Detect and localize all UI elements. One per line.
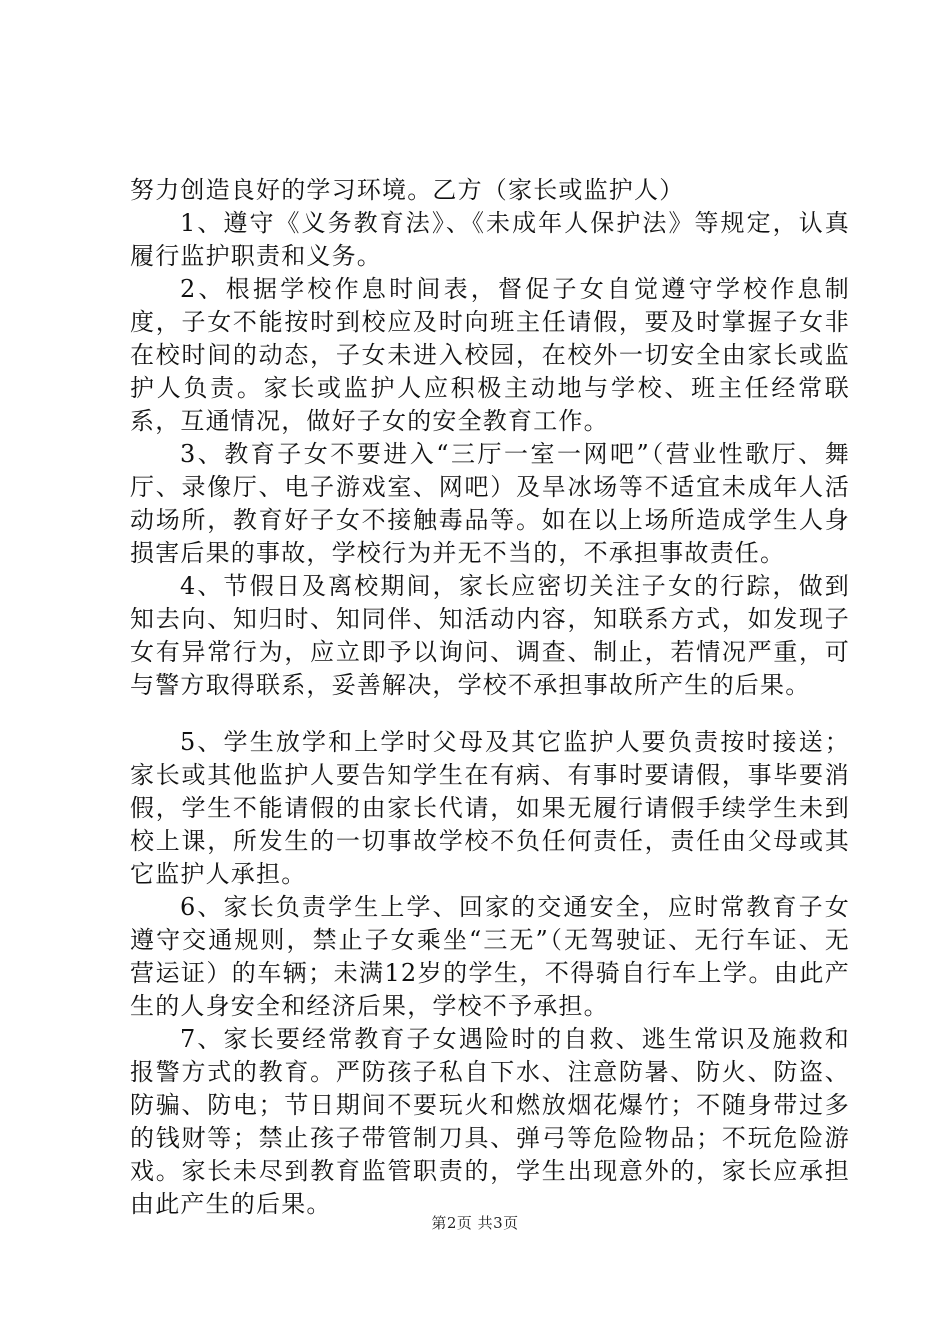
- paragraph-intro: 努力创造良好的学习环境。乙方（家长或监护人）: [130, 176, 685, 204]
- paragraph-item-2: 2、根据学校作息时间表，督促子女自觉遵守学校作息制度，子女不能按时到校应及时向班主任请假，要及时掌握子女非在校时间的动态，子女未进入校园，在校外一切安全由家长或监护人负责。家长或监护人应积极主动地与学校、班主任经常联系，互通情况，做好子女的安全教育工作。: [130, 275, 850, 435]
- paragraph-item-7: 7、家长要经常教育子女遇险时的自救、逃生常识及施救和报警方式的教育。严防孩子私自下水、注意防暑、防火、防盗、防骗、防电；节日期间不要玩火和燃放烟花爆竹；不随身带过多的钱财等；禁止孩子带管制刀具、弹弓等危险物品；不玩危险游戏。家长未尽到教育监管职责的，学生出现意外的，家长应承担由此产生的后果。: [130, 1025, 850, 1218]
- paragraph-item-5: 5、学生放学和上学时父母及其它监护人要负责按时接送；家长或其他监护人要告知学生在有病、有事时要请假，事毕要消假，学生不能请假的由家长代请，如果无履行请假手续学生未到校上课，所发生的一切事故学校不负任何责任，责任由父母或其它监护人承担。: [130, 728, 850, 888]
- paragraph-item-1: 1、遵守《义务教育法》、《未成年人保护法》等规定，认真履行监护职责和义务。: [130, 209, 850, 270]
- paragraph-item-4: 4、节假日及离校期间，家长应密切关注子女的行踪，做到知去向、知归时、知同伴、知活动内容，知联系方式，如发现子女有异常行为，应立即予以询问、调查、制止，若情况严重，可与警方取得联系，妥善解决，学校不承担事故所产生的后果。: [130, 572, 850, 699]
- document-body: [130, 174, 850, 1221]
- paragraph-item-3: 3、教育子女不要进入“三厅一室一网吧”（营业性歌厅、舞厅、录像厅、电子游戏室、网吧）及旱冰场等不适宜未成年人活动场所，教育好子女不接触毒品等。如在以上场所造成学生人身损害后果的事故，学校行为并无不当的，不承担事故责任。: [130, 440, 850, 567]
- page-number-footer: 第2页 共3页: [431, 1214, 519, 1232]
- paragraph-spacer: [130, 702, 850, 726]
- paragraph-item-6: 6、家长负责学生上学、回家的交通安全，应时常教育子女遵守交通规则，禁止子女乘坐“三无”（无驾驶证、无行车证、无营运证）的车辆；未满12岁的学生，不得骑自行车上学。由此产生的人身安全和经济后果，学校不予承担。: [130, 893, 850, 1020]
